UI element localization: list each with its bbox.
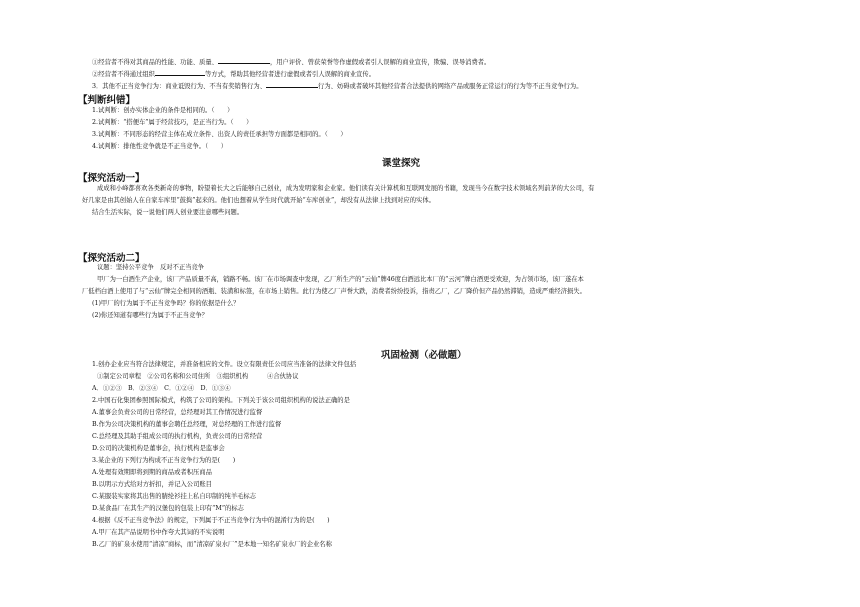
quiz-q4-option-a: A.甲厂在其产品说明书中作夸大其词的不实说明 bbox=[92, 529, 225, 536]
law-point-1-text-b: ，用户评价、曾获荣誉等作虚假或者引人误解的商业宣传，欺骗、误导消费者。 bbox=[269, 59, 491, 66]
quiz-q3-option-c: C.某服装实家将其出售的腈纶衫挂上私自印制的纯羊毛标志 bbox=[92, 493, 257, 500]
quiz-q2-option-c: C.总经理及其助手组成公司的执行机构，负责公司的日常经营 bbox=[92, 433, 263, 440]
judge-heading: 【判断纠错】 bbox=[78, 95, 136, 106]
activity1-paragraph: 好几家是由其创始人在自家车库里“鼓捣”起来的。他们也想着从学生时代就开始“车库创业”，却没有从法律上找到对应的实体。 bbox=[82, 197, 435, 204]
judge-item: 3.试判断：不同形态的经营主体在成立条件、出资人的责任承担等方面都是相同的。（ ） bbox=[92, 131, 347, 138]
activity1-heading: 【探究活动一】 bbox=[78, 173, 145, 184]
judge-item: 2.试判断：“搭便车”属于经营技巧，是正当行为。（ ） bbox=[92, 119, 253, 126]
quiz-q3-option-a: A.处理有效期即将到期的商品或者积压商品 bbox=[92, 469, 212, 476]
quiz-q3-option-b: B.以明示方式给对方折扣，并记入公司账目 bbox=[92, 481, 212, 488]
class-explore-title: 课堂探究 bbox=[382, 158, 421, 169]
fill-blank-1[interactable] bbox=[218, 58, 270, 64]
judge-item: 1.试判断：创办实体企业的条件是相同的。（ ） bbox=[92, 107, 234, 114]
quiz-q2-option-d: D.公司的决策机构是董事会，执行机构是监事会 bbox=[92, 445, 225, 452]
law-point-3 bbox=[92, 82, 583, 91]
fill-blank-3[interactable] bbox=[266, 82, 318, 88]
quiz-q2-stem: 2.中国石化集团参照国际模式，构筑了公司的架构。下列关于该公司组织机构的说法正确的是 bbox=[92, 397, 350, 404]
activity2-question-1: (1)甲厂的行为属于不正当竞争吗？你的依据是什么？ bbox=[92, 300, 240, 307]
law-point-1-text-a: ①经营者不得对其商品的性能、功能、质量、 bbox=[92, 59, 218, 66]
law-point-3-text-b: 行为、妨碍或者破坏其他经营者合法提供的网络产品或服务正常运行的行为等不正当竞争行为。 bbox=[318, 83, 583, 90]
activity2-topic: 议题：坚持公平竞争 反对不正当竞争 bbox=[97, 264, 205, 271]
activity2-question-2: (2)你还知道有哪些行为属于不正当竞争？ bbox=[92, 312, 208, 319]
quiz-q1-choices: A．①②③ B．②③④ C．①②④ D．①③④ bbox=[92, 385, 231, 392]
law-point-2-text-a: ②经营者不得通过组织 bbox=[92, 71, 155, 78]
activity1-question: 结合生活实际，说一说他们两人创业要注意哪些问题。 bbox=[92, 209, 244, 216]
quiz-q1-options: ①制定公司章程 ②公司名称和公司住所 ③组织机构 ④合伙协议 bbox=[97, 373, 299, 380]
activity2-paragraph: 厂低档白酒上使用了与“云仙”牌完全相同的酒瓶、装潢和标签，在市场上销售。此行为使乙厂声誉大跌，消费者纷纷投诉，指责乙厂，乙厂降价但产品仍然滞销，造成严重经济损失。 bbox=[82, 288, 586, 295]
fill-blank-2[interactable] bbox=[155, 70, 205, 76]
quiz-q3-stem: 3.某企业的下列行为构成不正当竞争行为的是( ) bbox=[92, 457, 236, 464]
law-point-3-text-a: 3．其他不正当竞争行为：商业诋毁行为、不当有奖销售行为、 bbox=[92, 83, 267, 90]
quiz-q1-stem: 1.创办企业应当符合法律规定，并准备相应的文件。设立有限责任公司应当准备的法律文件包括 bbox=[92, 361, 357, 368]
quiz-q4-option-b: B.乙厂的矿泉水使用“清凉”商标，而“清凉矿泉水厂”是本地一知名矿泉水厂的企业名称 bbox=[92, 541, 332, 548]
quiz-q2-option-b: B.作为公司决策机构的董事会聘任总经理，对总经理的工作进行监督 bbox=[92, 421, 282, 428]
quiz-title: 巩固检测（必做题） bbox=[381, 350, 467, 361]
activity2-paragraph: 甲厂为一白酒生产企业，该厂产品质量不高，销路不畅。该厂在市场调查中发现，乙厂所生产的“云仙”牌46度白酒远比本厂的“云河”牌白酒更受欢迎，为占领市场，该厂遂在本 bbox=[97, 276, 584, 283]
law-point-1 bbox=[92, 58, 490, 67]
activity1-paragraph: 成成和小峰都喜欢各类新奇的事物，盼望着长大之后能够自己创业，成为发明家和企业家。他们读有关计算机和互联网发展的书籍，发现当今在数字技术领域名列前茅的大公司，有 bbox=[97, 185, 595, 192]
law-point-2-text-b: 等方式，帮助其他经营者进行虚假或者引人误解的商业宣传。 bbox=[204, 71, 375, 78]
law-point-2 bbox=[92, 70, 375, 79]
quiz-q4-stem: 4.根据《反不正当竞争法》的规定，下列属于不正当竞争行为中的混淆行为的是( ) bbox=[92, 517, 330, 524]
quiz-q3-option-d: D.某食品厂在其生产的汉堡包的包装上印有“M”的标志 bbox=[92, 505, 244, 512]
activity2-heading: 【探究活动二】 bbox=[78, 253, 145, 264]
judge-item: 4.试判断：排他性竞争就是不正当竞争。（ ） bbox=[92, 143, 228, 150]
quiz-q2-option-a: A.董事会负责公司的日常经营，总经理对其工作情况进行监督 bbox=[92, 409, 263, 416]
